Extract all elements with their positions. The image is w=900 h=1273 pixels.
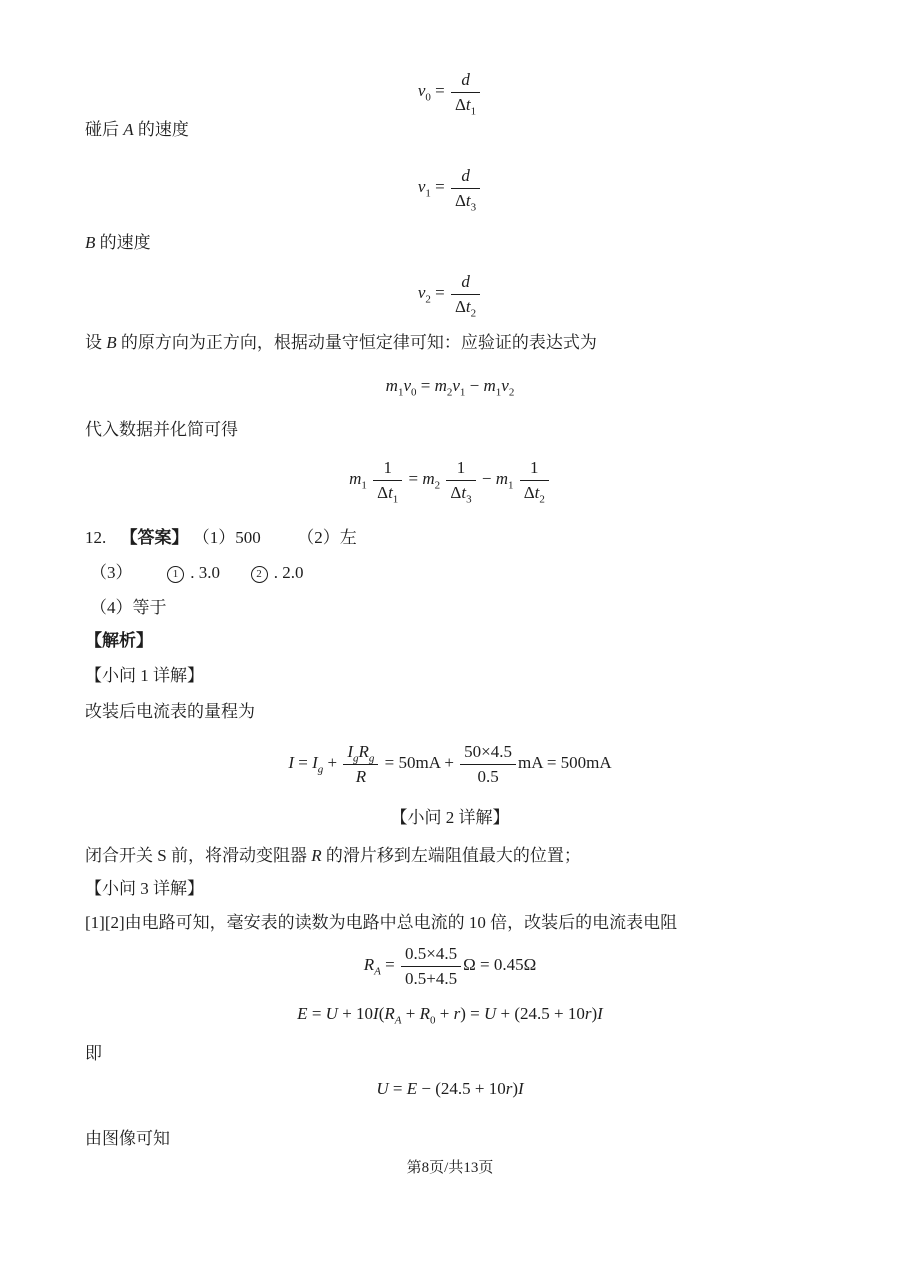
- formula-v2: $v_2$ = $\frac{d}{\Delta t_2}$: [85, 272, 815, 316]
- para-circuit-analysis: [1][2]由电路可知，毫安表的读数为电路中总电流的 10 倍，改装后的电流表电阻: [85, 913, 678, 932]
- formula-simplified: $m_1$ $\frac{1}{\Delta t_1}$ = $m_2$ $\frac{1}{\Delta t_3}$ − $m_1$ $\frac{1}{\Delta t_2}$: [85, 458, 815, 502]
- question-number: 12.: [85, 528, 107, 547]
- answer-label: 【答案】: [120, 528, 189, 547]
- formula-emf: $E = U + 10I(R_A + R_0 + r) = U + (24.5 + 10r)I$: [297, 1004, 603, 1027]
- para-momentum-setup: 设 B 的原方向为正方向，根据动量守恒定律可知：应验证的表达式为: [85, 333, 597, 352]
- answer-part-2: （2）左: [297, 528, 357, 547]
- subquestion-1-heading: 【小问 1 详解】: [85, 666, 204, 685]
- para-namely: 即: [85, 1044, 102, 1063]
- answer3-value-1: . 3.0: [190, 563, 220, 582]
- subquestion-3-heading: 【小问 3 详解】: [85, 879, 204, 898]
- answer-line-3: [90, 562, 815, 584]
- para-from-graph: 由图像可知: [85, 1129, 170, 1148]
- para-switch-instruction: 闭合开关 S 前，将滑动变阻器 R 的滑片移到左端阻值最大的位置；: [85, 846, 581, 865]
- formula-momentum: $m_1v_0 = m_2v_1 - m_1v_2$: [385, 376, 515, 399]
- formula-current-range: $I = I_g$ + $\frac{I_gR_g}{R}$ = 50mA + $\frac{50\times 4.5}{0.5}$ mA = 500mA: [288, 742, 612, 786]
- answer-line-4: （4）等于: [90, 598, 167, 617]
- formula-ammeter-resistance: $R_A$ = $\frac{0.5\times 4.5}{0.5+4.5}$ Ω = 0.45Ω: [363, 944, 537, 988]
- circled-number-2: 2: [251, 566, 268, 583]
- answer-line: [85, 527, 815, 549]
- answer3-value-2: . 2.0: [273, 563, 304, 582]
- formula-v0: $v_0$ = $\frac{d}{\Delta t_1}$: [85, 70, 815, 114]
- para-after-collision-a: 碰后 A 的速度: [85, 120, 189, 139]
- subquestion-2-heading: 【小问 2 详解】: [390, 808, 510, 827]
- para-range-intro: 改装后电流表的量程为: [85, 702, 255, 721]
- page-footer: 第8页/共13页: [406, 1160, 494, 1176]
- formula-v1: $v_1$ = $\frac{d}{\Delta t_3}$: [85, 166, 815, 210]
- para-substitute: 代入数据并化简可得: [85, 420, 238, 439]
- analysis-heading: 【解析】: [85, 631, 153, 650]
- circled-number-1: 1: [167, 566, 184, 583]
- answer-part-1: （1）500: [192, 528, 261, 547]
- formula-voltage: U = E − (24.5 + 10r)I: [376, 1079, 524, 1098]
- para-b-velocity: B 的速度: [85, 233, 151, 252]
- answer3-prefix: （3）: [90, 563, 133, 582]
